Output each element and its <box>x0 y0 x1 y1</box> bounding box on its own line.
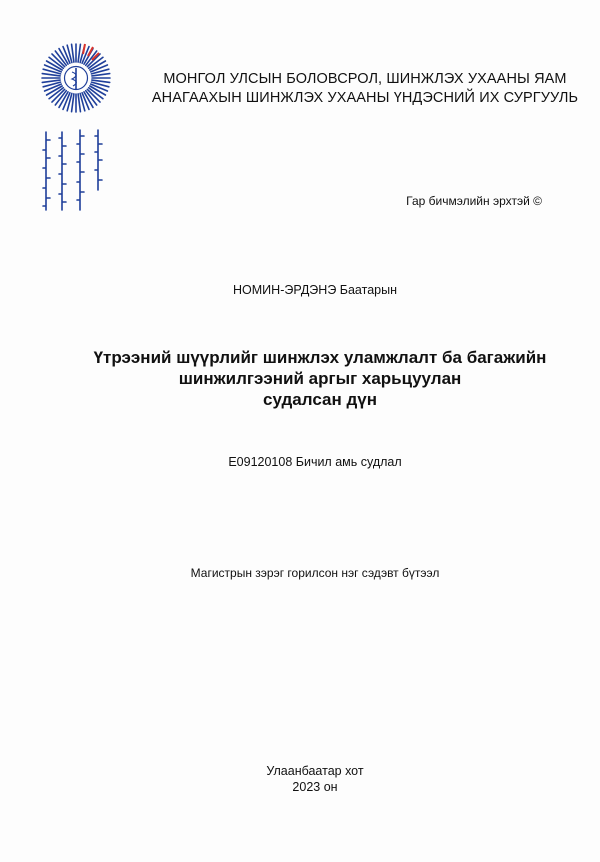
emblem-ray <box>78 44 80 62</box>
copyright-notice: Гар бичмэлийн эрхтэй © <box>406 194 542 208</box>
emblem-ray <box>92 74 110 76</box>
university-emblem-icon <box>36 40 116 230</box>
thesis-title <box>40 347 600 410</box>
emblem-ray <box>42 74 60 76</box>
emblem-ray <box>92 80 110 82</box>
thesis-title-line: судалсан дүн <box>263 390 377 409</box>
emblem-ray <box>72 94 74 112</box>
thesis-title-line: шинжилгээний аргыг харьцуулан <box>178 369 462 388</box>
year: 2023 он <box>292 780 338 794</box>
emblem-ray <box>78 94 80 112</box>
place-and-year <box>0 763 600 795</box>
thesis-title-line: Үтрээний шүүрлийг шинжлэх уламжлалт ба багажийн <box>93 348 547 367</box>
emblem-ray <box>42 80 60 82</box>
degree-statement: Магистрын зэрэг горилсон нэг сэдэвт бүтээл <box>190 566 440 580</box>
city: Улаанбаатар хот <box>266 764 364 778</box>
university-name: АНАГААХЫН ШИНЖЛЭХ УХААНЫ ҮНДЭСНИЙ ИХ СУРГУУЛЬ <box>151 90 579 106</box>
program-code: E09120108 Бичил амь судлал <box>228 455 402 469</box>
ministry-name: МОНГОЛ УЛСЫН БОЛОВСРОЛ, ШИНЖЛЭХ УХААНЫ ЯАМ <box>163 71 567 87</box>
institution-header <box>135 70 595 108</box>
author-name: НОМИН-ЭРДЭНЭ Баатарын <box>233 283 397 297</box>
emblem-ray <box>72 44 74 62</box>
